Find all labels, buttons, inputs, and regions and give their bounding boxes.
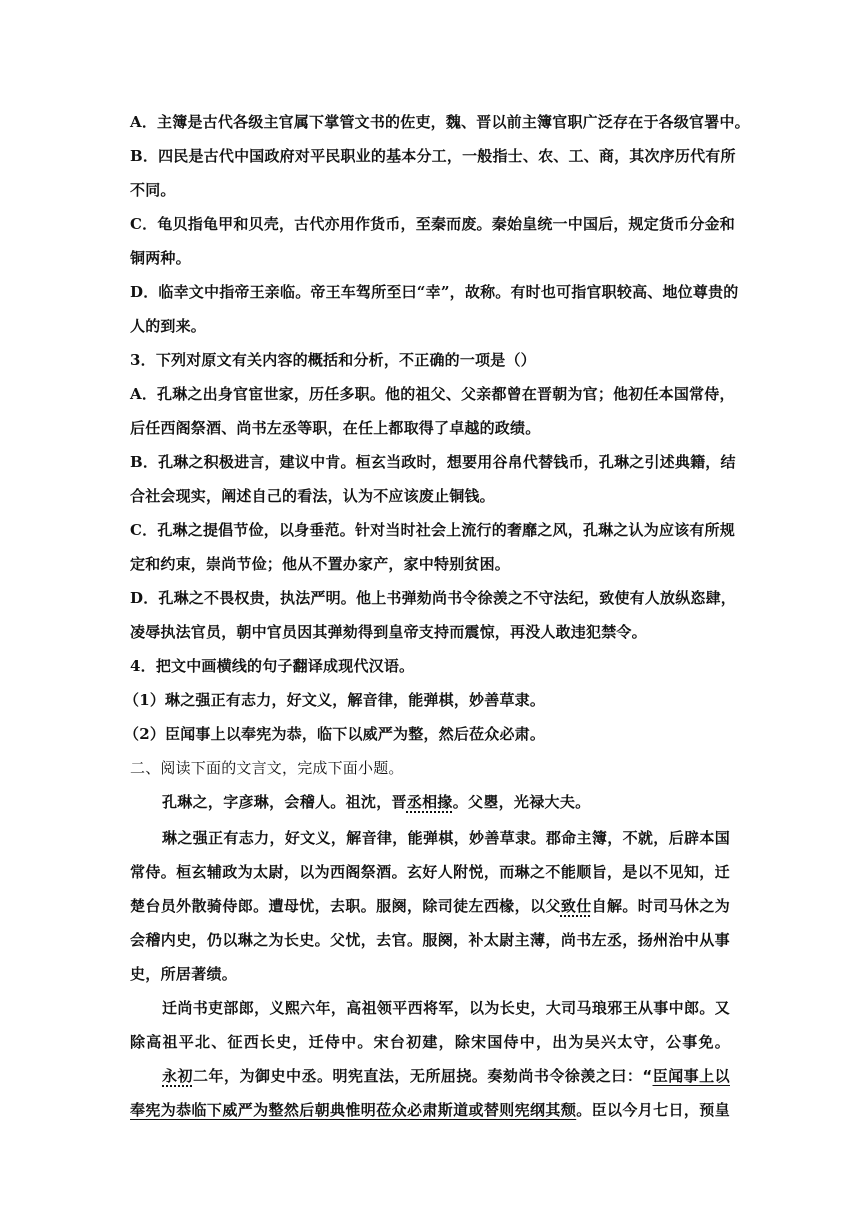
section-2-heading: 二、阅读下面的文言文，完成下面小题。 bbox=[130, 759, 404, 777]
q3-option-b-line-1: B．孔琳之积极进言，建议中肯。桓玄当政时，想要用谷帛代替钱币，孔琳之引述典籍，结 bbox=[130, 453, 736, 471]
passage-paragraph-2-line-4: 会稽内史，仍以琳之为长史。父忧，去官。服阕，补太尉主薄，尚书左丞，扬州治中从事 bbox=[130, 931, 730, 949]
underlined-sentence: 奉宪为恭临下威严为整然后朝典惟明莅众必肃斯道或替则宪纲其颓 bbox=[130, 1101, 577, 1119]
option-b-line-2: 不同。 bbox=[130, 181, 176, 199]
q3-option-c-line-2: 定和约束，崇尚节俭；他从不置办家产，家中特别贫困。 bbox=[130, 555, 511, 573]
q4-item-1: （1）琳之强正有志力，好文义，解音律，能弹棋，妙善草隶。 bbox=[124, 691, 546, 709]
option-d-line-2: 人的到来。 bbox=[130, 317, 207, 335]
passage-paragraph-3-line-1: 迁尚书吏部郎，义熙六年，高祖领平西将军，以为长史，大司马琅邪王从事中郎。又 bbox=[162, 999, 730, 1017]
passage-paragraph-1: 孔琳之，字彦琳，会稽人。祖沈，晋丞相掾。父瞾，光禄大夫。 bbox=[162, 793, 591, 811]
q3-option-d-line-1: D．孔琳之不畏权贵，执法严明。他上书弹劾尚书令徐羡之不守法纪，致使有人放纵恣肆， bbox=[130, 589, 737, 607]
underlined-sentence: 臣闻事上以 bbox=[652, 1067, 730, 1085]
option-a-line: A．主簿是古代各级主官属下掌管文书的佐吏，魏、晋以前主簿官职广泛存在于各级官署中。 bbox=[130, 113, 750, 131]
question-4-title: 4．把文中画横线的句子翻译成现代汉语。 bbox=[130, 657, 415, 675]
question-3-title: 3．下列对原文有关内容的概括和分析，不正确的一项是（） bbox=[130, 351, 536, 369]
dotted-term: 致仕 bbox=[560, 897, 592, 915]
passage-paragraph-2-line-3: 楚台员外散骑侍郎。遭母忧，去职。服阕，除司徒左西椽，以父致仕自解。时司马休之为 bbox=[130, 897, 731, 915]
dotted-term: 永初 bbox=[162, 1067, 193, 1085]
q3-option-d-line-2: 凌辱执法官员，朝中官员因其弹劾得到皇帝支持而震惊，再没人敢违犯禁令。 bbox=[130, 623, 647, 641]
passage-paragraph-2-line-5: 史，所居著绩。 bbox=[130, 965, 238, 983]
passage-paragraph-4-line-1: 永初二年，为御史中丞。明宪直法，无所屈挠。奏劾尚书令徐羡之曰：“臣闻事上以 bbox=[162, 1067, 730, 1085]
dotted-term: 丞相掾 bbox=[406, 793, 453, 811]
q3-option-b-line-2: 合社会现实，阐述自己的看法，认为不应该废止铜钱。 bbox=[130, 487, 495, 505]
option-b-line-1: B．四民是古代中国政府对平民职业的基本分工，一般指士、农、工、商，其次序历代有所 bbox=[130, 147, 736, 165]
option-c-line-2: 铜两种。 bbox=[130, 249, 191, 267]
passage-paragraph-2-line-2: 常侍。桓玄辅政为太尉，以为西阁祭酒。玄好人附悦，而琳之不能顺旨，是以不见知，迁 bbox=[130, 863, 730, 881]
option-d-line-1: D．临幸文中指帝王亲临。帝王车驾所至曰“幸”，故称。有时也可指官职较高、地位尊贵的 bbox=[130, 283, 739, 301]
q3-option-c-line-1: C．孔琳之提倡节俭，以身垂范。针对当时社会上流行的奢靡之风，孔琳之认为应该有所规 bbox=[130, 521, 735, 539]
option-c-line-1: C．龟贝指龟甲和贝壳，古代亦用作货币，至秦而废。秦始皇统一中国后，规定货币分金和 bbox=[130, 215, 735, 233]
q4-item-2: （2）臣闻事上以奉宪为恭，临下以威严为整，然后莅众必肃。 bbox=[124, 725, 546, 743]
passage-paragraph-4-line-2: 奉宪为恭临下威严为整然后朝典惟明莅众必肃斯道或替则宪纲其颓。臣以今月七日，预皇 bbox=[130, 1101, 730, 1119]
passage-paragraph-3-line-2: 除高祖平北、征西长史，迁侍中。宋台初建，除宋国侍中，出为吴兴太守，公事免。 bbox=[130, 1033, 730, 1051]
q3-option-a-line-1: A．孔琳之出身官宦世家，历任多职。他的祖父、父亲都曾在晋朝为官；他初任本国常侍， bbox=[130, 385, 735, 403]
passage-paragraph-2-line-1: 琳之强正有志力，好文义，解音律，能弹棋，妙善草隶。郡命主簿，不就，后辟本国 bbox=[162, 829, 730, 847]
q3-option-a-line-2: 后任西阁祭酒、尚书左丞等职，在任上都取得了卓越的政绩。 bbox=[130, 419, 541, 437]
